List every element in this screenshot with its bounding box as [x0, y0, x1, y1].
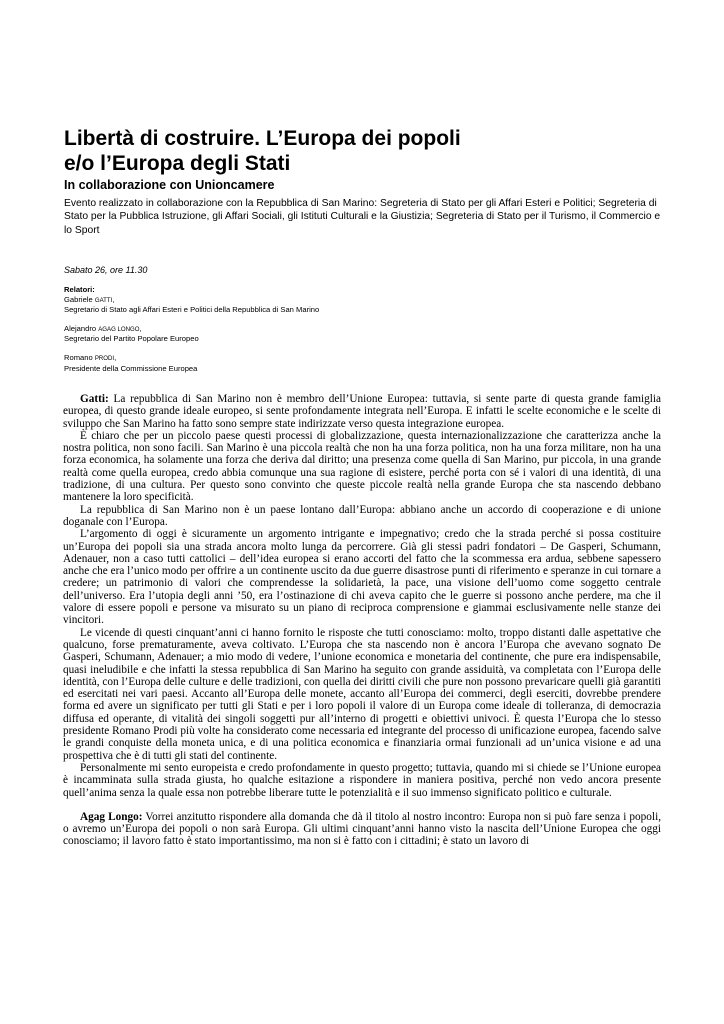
transcript-paragraph — [63, 811, 661, 848]
speaker-role: Segretario del Partito Popolare Europeo — [64, 334, 199, 344]
speaker-name — [64, 295, 664, 306]
speaker-label: Gatti: — [80, 393, 109, 405]
document-subtitle: In collaborazione con Unioncamere — [64, 178, 275, 192]
speaker-entry — [64, 353, 664, 373]
paragraph-text: Vorrei anzitutto rispondere alla domanda che dà il titolo al nostro incontro: Europa non si può fare senza i popoli, o avremo un’Europa dei popoli o non sarà Europa. Gli ultimi cinquant’anni hanno visto la nascita dell’Unione Europea che oggi conosciamo; il lavoro fatto è stato importantissimo, ma non si è fatto con i cittadini; è stato un lavoro di — [63, 810, 662, 848]
paragraph-text: La repubblica di San Marino non è un paese lontano dall’Europa: abbiano anche un accordo di cooperazione e di unione doganale con l’Europa. — [63, 503, 661, 528]
speaker-role: Segretario di Stato agli Affari Esteri e Politici della Repubblica di San Marino — [64, 305, 320, 315]
event-description: Evento realizzato in collaborazione con la Repubblica di San Marino: Segreteria di Stato per gli Affari Esteri e Politici; Segreteria di Stato per la Pubblica Istruzione, gli Affari Sociali, gli Istituti Culturali e la Giustizia; Segreteria di Stato per il Turismo, il Commercio e lo Sport — [64, 198, 661, 236]
document-title — [64, 126, 664, 176]
event-date: Sabato 26, ore 11.30 — [64, 265, 148, 275]
paragraph-text: L’argomento di oggi è sicuramente un argomento intrigante e impegnativo; credo che la strada perché si possa costituire un’Europa dei popoli sia una strada ancora molto lunga da percorrere. Già gli stessi padri fondatori – De Gasperi, Schumann, Adenauer, non a caso tutti cattolici – dell’idea europea si erano accorti del fatto che la scommessa era ardua, sebbene sapessero anche che era l’unico modo per offrire a un continente uscito da due guerre disastrose punti di riferimento e speranze in cui tornare a credere; un patrimonio di valori che comprendesse la solidarietà, la pace, una visione dell’uomo come soggetto centrale dell’universo. Era l’utopia degli anni ’50, era l’ostinazione di chi aveva capito che le guerre si possono anche perdere, ma che il valore di essere popoli e persone va misurato su un piano di reciproca comprensione e giammai esclusivamente nelle stanze dei vincitori. — [63, 528, 661, 627]
speaker-first-name: Alejandro — [64, 323, 97, 333]
speakers-heading: Relatori: — [64, 285, 95, 294]
speakers-block — [64, 285, 664, 382]
paragraph-text: La repubblica di San Marino non è membro dell’Unione Europea: tuttavia, si sente parte di questa grande famiglia europea, di questo grande ideale europeo, si sente profondamente integrata nell’Europa. E infatti le scelte economiche e le scelte di sviluppo che San Marino ha fatto sono sempre state indirizzate verso questa integrazione europea. — [63, 393, 661, 430]
transcript-body — [63, 393, 661, 848]
transcript-paragraph — [63, 627, 661, 762]
speaker-first-name: Romano — [64, 352, 93, 362]
speaker-name-suffix: , — [139, 323, 142, 333]
speaker-last-name: GATTI — [94, 296, 113, 304]
paragraph-text: Le vicende di questi cinquant’anni ci hanno fornito le risposte che tutti conosciamo: molto, troppo distanti dalle aspettative che qualcuno, forse prematuramente, aveva coltivato. L’Europa che sta nascendo non è ancora l’Europa che avevano sognato De Gasperi, Schumann, Adenauer; a mio modo di vedere, l’unione economica e monetaria del continente, che pure era indispensabile, quasi ineludibile e che infatti la stessa repubblica di San Marino ha seguito con grande assiduità, va completata con l’Europa delle identità, con l’Europa delle culture e delle tradizioni, con quella dei diritti civili che pure non possono prevaricare quelli già garantiti ed esercitati nei vari paesi. Accanto all’Europa delle monete, accanto all’Europa dei commerci, degli eserciti, dovrebbe prendere forma ed avere un significato per tutti gli Stati e per i loro popoli il valore di un Europa come ideale di tolleranza, di democrazia diffusa ed operante, di vitalità dei singoli soggetti pur all’interno di progetti e obiettivi univoci. È questa l’Europa che lo stesso presidente Romano Prodi più volte ha considerato come necessaria ed integrante del processo di unificazione europea, facendo salve le grandi conquiste della moneta unica, e di una politica economica e finanziaria ormai funzionali ad un’unica visione e ad una prospettiva che è di tutti gli stati del continente. — [63, 626, 661, 762]
speaker-label: Agag Longo: — [80, 810, 143, 823]
title-line-1: Libertà di costruire. L’Europa dei popoli — [64, 127, 461, 150]
transcript-paragraph — [63, 762, 661, 799]
transcript-paragraph — [63, 528, 661, 626]
speaker-last-name: PRODI — [94, 354, 115, 362]
speaker-name — [64, 324, 664, 335]
speaker-entry — [64, 324, 664, 344]
transcript-paragraph — [63, 430, 661, 504]
speaker-first-name: Gabriele — [64, 294, 93, 304]
speaker-name-suffix: , — [114, 352, 117, 362]
speaker-role: Presidente della Commissione Europea — [64, 363, 198, 373]
paragraph-text: È chiaro che per un piccolo paese questi processi di globalizzazione, questa internazionalizzazione che caratterizza anche la nostra politica, non sono facili. San Marino è una piccola realtà che non ha una forza politica, non ha una forza militare, non ha una forza economica, ha solamente una forza che deriva dal diritto; una presenza come quella di San Marino, pur piccola, in una grande realtà come quella europea, credo abbia comunque una sua ragione di esistere, perché porta con sé i valori di una identità, di una tradizione, di una cultura. Per questo sono convinto che queste piccole realtà nella grande Europa che sta nascendo debbano mantenere la loro specificità. — [63, 429, 661, 504]
transcript-paragraph — [63, 393, 661, 430]
title-line-2: e/o l’Europa degli Stati — [64, 152, 291, 175]
speaker-name-suffix: , — [112, 294, 115, 304]
speaker-name — [64, 353, 664, 364]
speaker-last-name: AGAG LONGO — [98, 325, 140, 333]
speaker-entry — [64, 295, 664, 315]
transcript-paragraph — [63, 504, 661, 529]
paragraph-text: Personalmente mi sento europeista e credo profondamente in questo progetto; tuttavia, quando mi si chiede se l’Unione europea è incamminata sulla strada giusta, ho qualche esitazione a rispondere in maniera positiva, perché non vedo ancora presente quell’anima senza la quale essa non potrebbe liberare tutte le potenzialità e il suo immenso significato politico e culturale. — [63, 761, 661, 799]
